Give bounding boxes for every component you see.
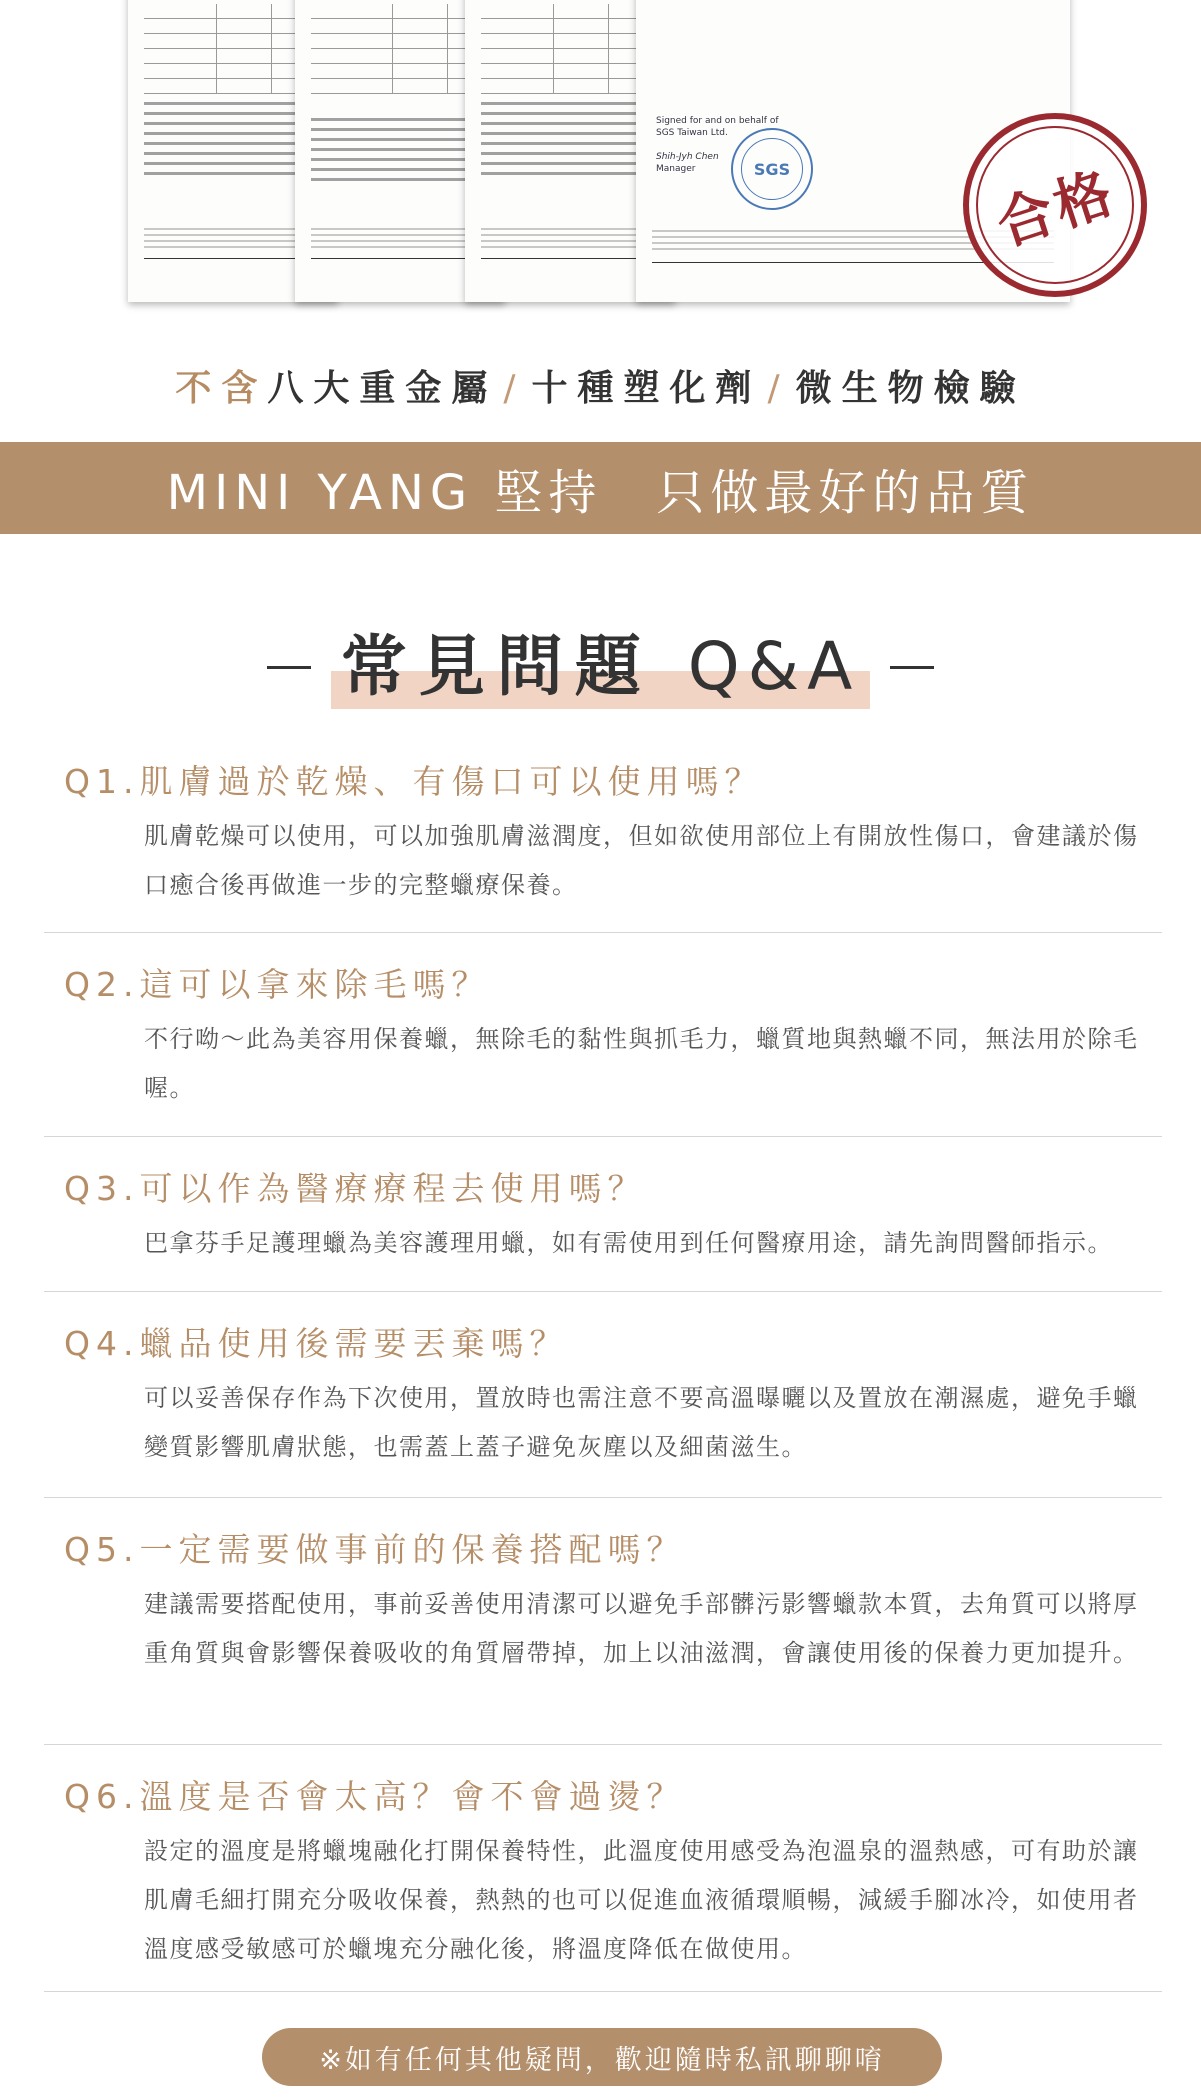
faq-item [44, 752, 1162, 933]
tagline-plasticizers: 十種塑化劑 [531, 368, 762, 409]
brand-banner [0, 442, 1201, 534]
faq-answer: 肌膚乾燥可以使用，可以加強肌膚滋潤度，但如欲使用部位上有開放性傷口，會建議於傷口癒合後再做進一步的完整蠟療保養。 [144, 822, 1139, 899]
faq-item [44, 1292, 1162, 1498]
faq-item [44, 1745, 1162, 1992]
tagline-microbial: 微生物檢驗 [795, 368, 1026, 409]
tagline-heavy-metals: 八大重金屬 [267, 368, 498, 409]
contact-note [262, 2028, 942, 2086]
faq-question: Q1.肌膚過於乾燥、有傷口可以使用嗎？ [64, 762, 764, 801]
sgs-seal-icon [731, 128, 813, 210]
certificate-strip [0, 0, 1201, 320]
signature-line: Manager [656, 164, 696, 174]
contact-note-text: ※如有任何其他疑問，歡迎隨時私訊聊聊唷 [319, 2044, 885, 2076]
faq-list [44, 752, 1162, 1992]
brand-banner-text: MINI YANG 堅持 只做最好的品質 [166, 464, 1035, 521]
faq-answer: 不行呦～此為美容用保養蠟，無除毛的黏性與抓毛力，蠟質地與熱蠟不同，無法用於除毛喔。 [144, 1025, 1139, 1102]
pass-stamp-text: 合格 [988, 158, 1124, 259]
faq-question: Q6.溫度是否會太高？會不會過燙？ [64, 1777, 686, 1816]
faq-question: Q5.一定需要做事前的保養搭配嗎？ [64, 1530, 686, 1569]
faq-question: Q3.可以作為醫療療程去使用嗎？ [64, 1169, 647, 1208]
faq-title: 常見問題 [340, 628, 653, 705]
tagline-slash: / [503, 368, 526, 409]
tagline-accent: 不含 [175, 368, 268, 409]
faq-item [44, 1498, 1162, 1745]
faq-question: Q2.這可以拿來除毛嗎？ [64, 965, 491, 1004]
signature-line: Shih-Jyh Chen [656, 152, 719, 162]
faq-answer: 可以妥善保存作為下次使用，置放時也需注意不要高溫曝曬以及置放在潮濕處，避免手蠟變質影響肌膚狀態，也需蓋上蓋子避免灰塵以及細菌滋生。 [144, 1384, 1139, 1461]
tagline-slash: / [767, 368, 790, 409]
heading-dash-left [267, 666, 311, 669]
testing-tagline [0, 360, 1201, 411]
sgs-logo: SGS [741, 138, 803, 200]
signature-line: SGS Taiwan Ltd. [656, 128, 728, 138]
faq-heading [0, 625, 1201, 709]
faq-item [44, 1137, 1162, 1292]
faq-answer: 巴拿芬手足護理蠟為美容護理用蠟，如有需使用到任何醫療用途，請先詢問醫師指示。 [144, 1229, 1113, 1257]
faq-heading-text [331, 625, 871, 709]
faq-answer: 建議需要搭配使用，事前妥善使用清潔可以避免手部髒污影響蠟款本質，去角質可以將厚重角質與會影響保養吸收的角質層帶掉，加上以油滋潤，會讓使用後的保養力更加提升。 [144, 1590, 1139, 1667]
faq-title-suffix: Q&A [687, 628, 861, 705]
signature-line: Signed for and on behalf of [656, 116, 779, 126]
pass-stamp [963, 113, 1147, 297]
faq-question: Q4.蠟品使用後需要丟棄嗎？ [64, 1324, 569, 1363]
faq-answer: 設定的溫度是將蠟塊融化打開保養特性，此溫度使用感受為泡溫泉的溫熱感，可有助於讓肌膚毛細打開充分吸收保養，熱熱的也可以促進血液循環順暢，減緩手腳冰冷，如使用者溫度感受敏感可於蠟塊充分融化後，將溫度降低在做使用。 [144, 1837, 1139, 1963]
heading-dash-right [890, 666, 934, 669]
faq-item [44, 933, 1162, 1137]
